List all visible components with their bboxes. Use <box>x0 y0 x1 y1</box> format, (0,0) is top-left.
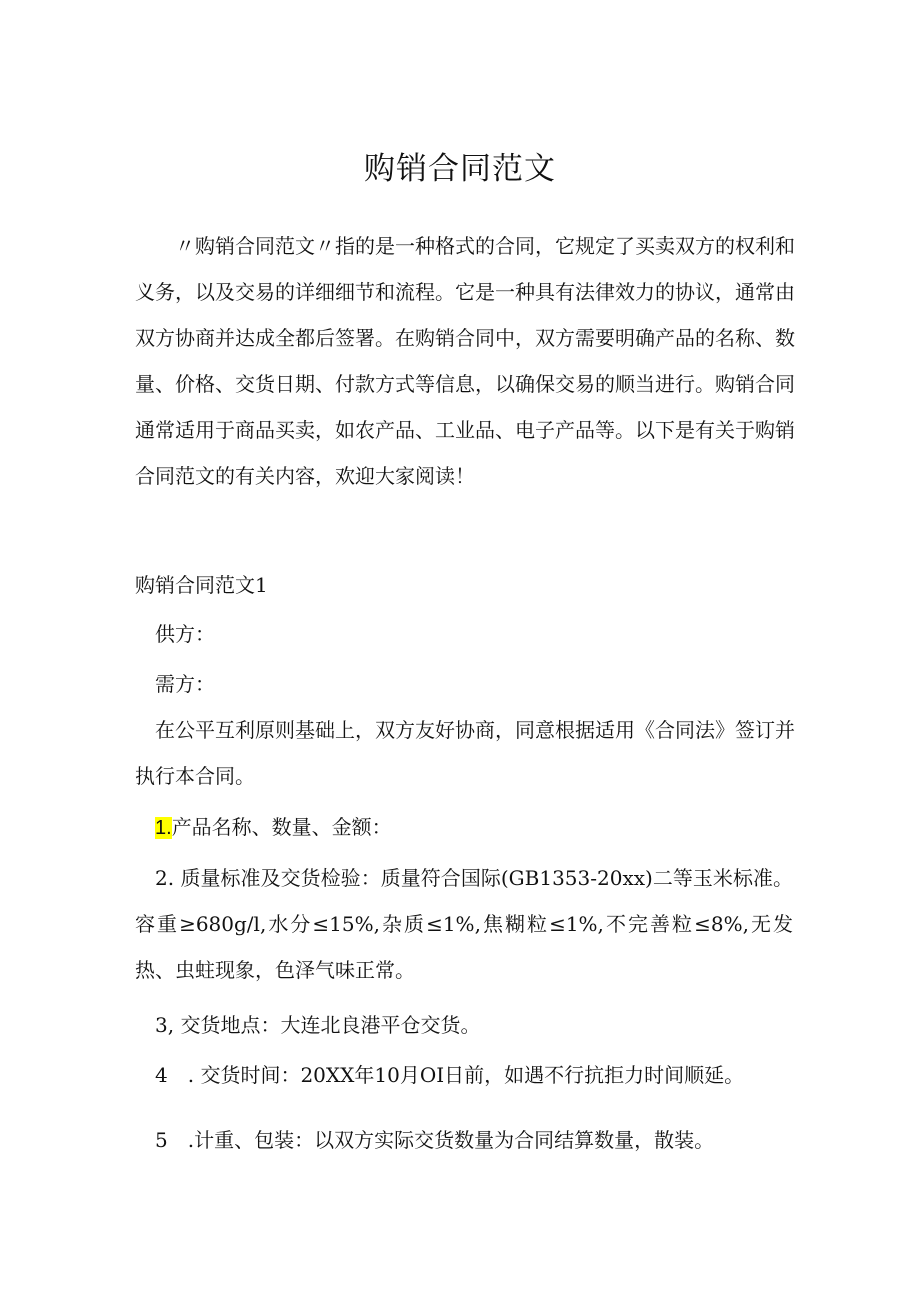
section-heading: 购销合同范文1 <box>135 573 268 597</box>
document-title: 购销合同范文 <box>364 151 556 187</box>
supplier-label: 供方： <box>155 622 215 646</box>
intro-paragraph: 〃购销合同范文〃指的是一种格式的合同，它规定了买卖双方的权利和义务，以及交易的详细细节和流程。它是一种具有法律效力的协议，通常由双方协商并达成全都后签署。在购销合同中，双方需要明确产品的名称、数量、价格、交货日期、付款方式等信息，以确保交易的顺当进行。购销合同通常适用于商品买卖，如农产品、工业品、电子产品等。以下是有关于购销合同范文的有关内容，欢迎大家阅读！ <box>135 234 795 488</box>
buyer-label: 需方： <box>155 672 215 696</box>
clause-1-text: 产品名称、数量、金额： <box>171 815 392 839</box>
clause-1-number-highlight: 1. <box>155 817 172 839</box>
clause-1 <box>155 804 815 851</box>
basis-paragraph: 在公平互利原则基础上，双方友好协商，同意根据适用《合同法》签订并执行本合同。 <box>135 718 795 788</box>
clause-3: 3, 交货地点：大连北良港平仓交货。 <box>155 1013 481 1037</box>
clause-4: 4 . 交货时间：20XX年10月OI日前，如遇不行抗拒力时间顺延。 <box>155 1063 745 1087</box>
clause-5: 5 .计重、包装：以双方实际交货数量为合同结算数量，散装。 <box>155 1128 715 1152</box>
clause-2: 2. 质量标准及交货检验：质量符合国际(GB1353-20xx)二等玉米标准。容重≥680g/l,水分≤15%,杂质≤1%,焦糊粒≤1%,不完善粒≤8%,无发热、虫蛀现象，色泽气味正常。 <box>135 866 793 982</box>
